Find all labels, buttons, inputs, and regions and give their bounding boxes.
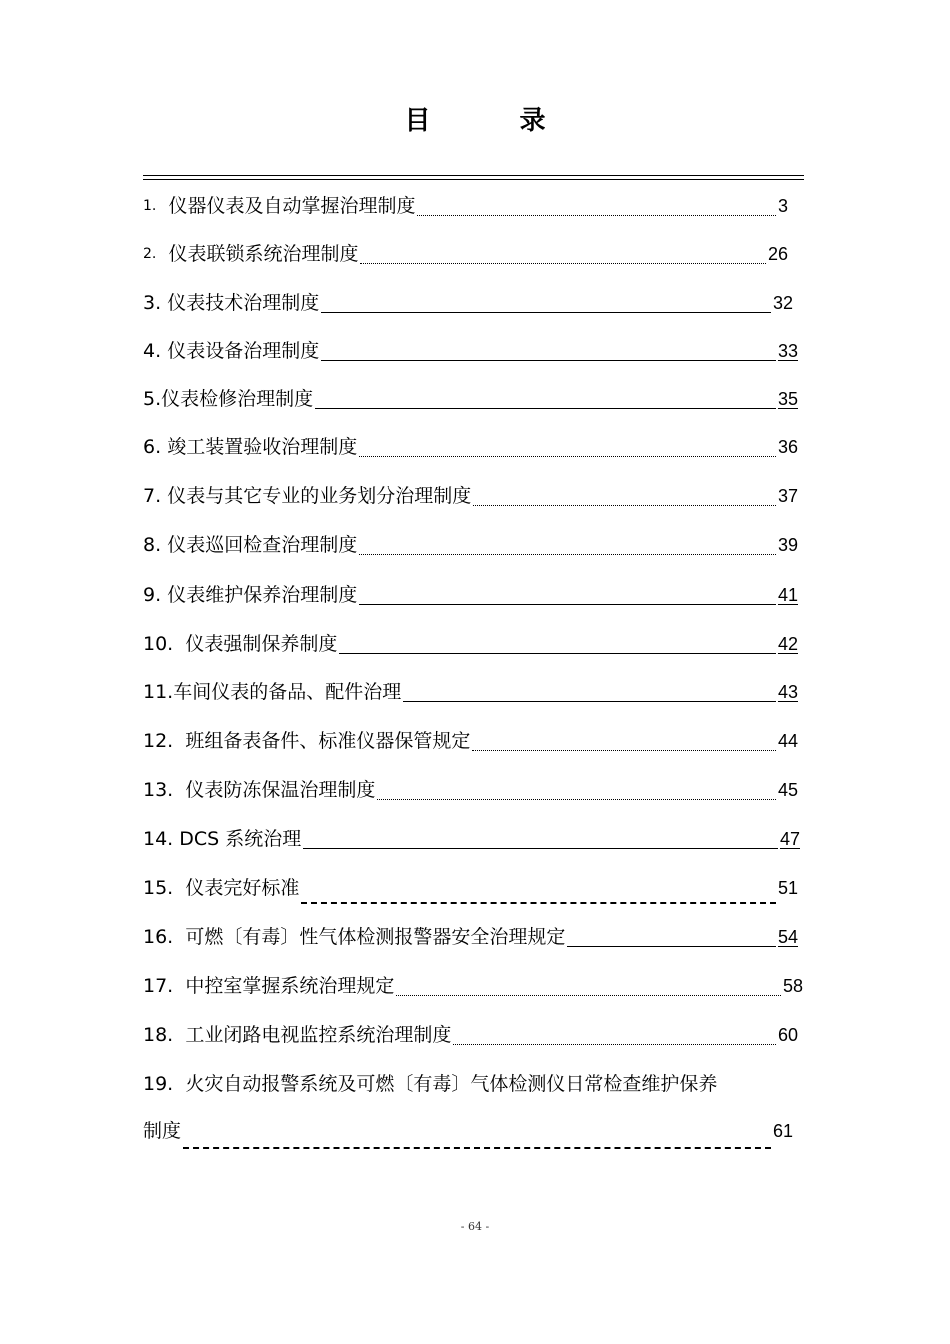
toc-entry-8[interactable]	[143, 527, 798, 557]
toc-entry-9[interactable]	[143, 577, 798, 607]
solid-leader	[321, 360, 776, 361]
toc-entry-4[interactable]	[143, 333, 798, 363]
entry-page: 44	[777, 731, 798, 751]
entry-number: 4.	[143, 340, 162, 362]
entry-number: 17.	[143, 975, 174, 997]
entry-number: 11.	[143, 681, 174, 703]
entry-number: 1.	[143, 198, 157, 214]
entry-number: 3.	[143, 292, 162, 314]
entry-title: 仪表设备治理制度	[167, 340, 320, 362]
entry-page: 42	[777, 634, 798, 654]
entry-number: 15.	[143, 877, 174, 899]
dash-leader	[183, 1147, 771, 1149]
entry-page: 26	[767, 244, 788, 264]
entry-title: 仪表与其它专业的业务划分治理制度	[167, 485, 472, 507]
entry-title: 中控室掌握系统治理规定	[185, 975, 395, 997]
entry-number: 7.	[143, 485, 162, 507]
solid-leader	[403, 701, 776, 702]
entry-page: 41	[777, 585, 798, 605]
dot-leader	[453, 1044, 776, 1045]
dash-leader	[301, 902, 776, 904]
solid-leader	[303, 848, 778, 849]
entry-title: 仪表防冻保温治理制度	[185, 779, 376, 801]
entry-title: 工业闭路电视监控系统治理制度	[185, 1024, 452, 1046]
toc-entry-19[interactable]	[143, 1066, 808, 1096]
entry-title: 仪表技术治理制度	[167, 292, 320, 314]
entry-title: 竣工装置验收治理制度	[167, 436, 358, 458]
page-title: 目 录	[404, 106, 586, 136]
entry-page: 32	[772, 293, 793, 313]
entry-number: 13.	[143, 779, 174, 801]
entry-title-continued: 制度	[143, 1120, 182, 1142]
entry-number: 18.	[143, 1024, 174, 1046]
toc-entry-10[interactable]	[143, 626, 798, 656]
entry-number: 9.	[143, 584, 162, 606]
toc-entry-18[interactable]	[143, 1017, 798, 1047]
toc-entry-16[interactable]	[143, 919, 798, 949]
entry-title: DCS 系统治理	[179, 828, 302, 850]
entry-number: 12.	[143, 730, 174, 752]
entry-title: 仪器仪表及自动掌握治理制度	[168, 195, 416, 217]
entry-page: 43	[777, 682, 798, 702]
entry-number: 16.	[143, 926, 174, 948]
entry-page: 33	[777, 341, 798, 361]
entry-page: 37	[777, 486, 798, 506]
entry-number: 19.	[143, 1073, 174, 1095]
solid-leader	[339, 653, 776, 654]
header-rule-top	[143, 175, 804, 176]
solid-leader	[567, 946, 776, 947]
entry-title: 班组备表备件、标准仪器保管规定	[185, 730, 471, 752]
toc-entry-7[interactable]	[143, 478, 798, 508]
toc-entry-11[interactable]	[143, 674, 798, 704]
solid-leader	[315, 408, 776, 409]
solid-leader	[321, 312, 771, 313]
dot-leader	[417, 215, 776, 216]
entry-page: 51	[777, 878, 798, 898]
header-rule-bottom	[143, 179, 804, 180]
entry-title: 车间仪表的备品、配件治理	[173, 681, 402, 703]
entry-title: 仪表强制保养制度	[185, 633, 338, 655]
toc-entry-19-continued[interactable]	[143, 1113, 793, 1143]
entry-title: 仪表巡回检查治理制度	[167, 534, 358, 556]
toc-entry-3[interactable]	[143, 285, 793, 315]
toc-entry-2[interactable]	[143, 236, 788, 266]
entry-title: 仪表检修治理制度	[161, 388, 314, 410]
toc-entry-12[interactable]	[143, 723, 798, 753]
entry-number: 10.	[143, 633, 174, 655]
entry-number: 6.	[143, 436, 162, 458]
toc-entry-15[interactable]	[143, 870, 798, 900]
entry-page: 36	[777, 437, 798, 457]
entry-title: 仪表维护保养治理制度	[167, 584, 358, 606]
toc-entry-17[interactable]	[143, 968, 803, 998]
entry-page: 61	[772, 1121, 793, 1141]
entry-page: 45	[777, 780, 798, 800]
solid-leader	[359, 604, 776, 605]
entry-page: 35	[777, 389, 798, 409]
entry-page: 58	[782, 976, 803, 996]
entry-number: 2.	[143, 246, 157, 262]
entry-number: 8.	[143, 534, 162, 556]
page-number-footer: - 64 -	[460, 1220, 490, 1233]
entry-title: 火灾自动报警系统及可燃〔有毒〕气体检测仪日常检查维护保养	[185, 1073, 718, 1095]
entry-title: 仪表完好标准	[185, 877, 300, 899]
dot-leader	[472, 750, 776, 751]
entry-page: 54	[777, 927, 798, 947]
dot-leader	[396, 995, 781, 996]
entry-page: 60	[777, 1025, 798, 1045]
toc-entry-1[interactable]	[143, 188, 788, 218]
entry-page: 3	[777, 196, 788, 216]
entry-title: 仪表联锁系统治理制度	[168, 243, 359, 265]
toc-entry-5[interactable]	[143, 381, 798, 411]
toc-entry-13[interactable]	[143, 772, 798, 802]
dot-leader	[359, 554, 776, 555]
toc-entry-6[interactable]	[143, 429, 798, 459]
dot-leader	[377, 799, 776, 800]
dot-leader	[359, 456, 776, 457]
entry-number: 14.	[143, 828, 174, 850]
entry-page: 39	[777, 535, 798, 555]
dot-leader	[360, 263, 766, 264]
entry-number: 5.	[143, 388, 162, 410]
toc-entry-14[interactable]	[143, 821, 800, 851]
entry-page: 47	[779, 829, 800, 849]
dot-leader	[473, 505, 776, 506]
entry-title: 可燃〔有毒〕性气体检测报警器安全治理规定	[185, 926, 566, 948]
